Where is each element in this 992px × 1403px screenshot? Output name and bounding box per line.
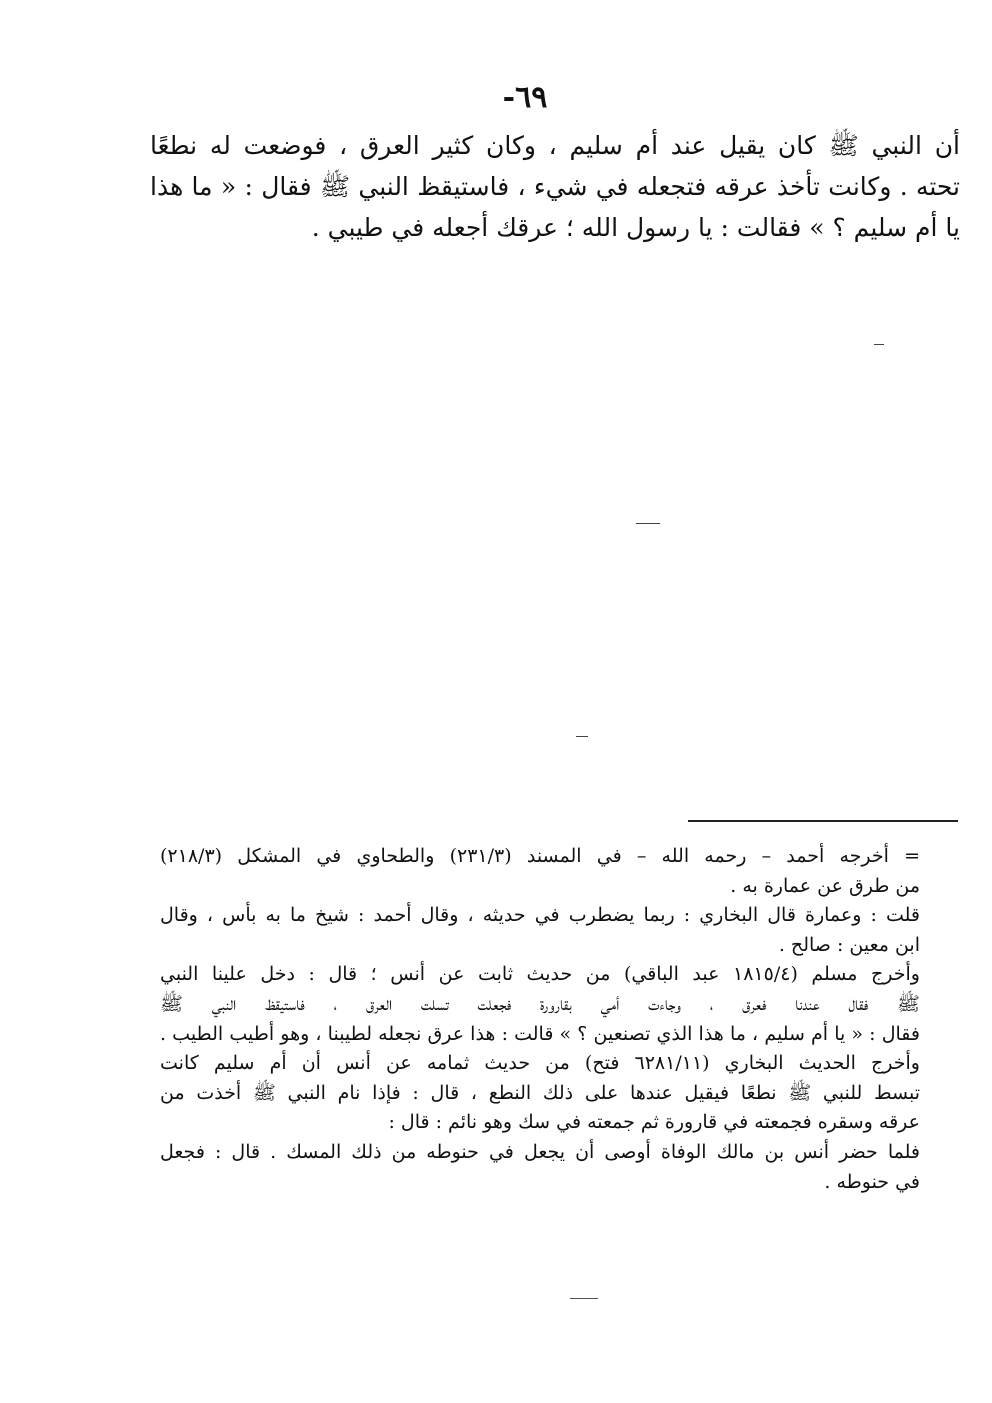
- footnote-line: فلما حضر أنس بن مالك الوفاة أوصى أن يجعل في حنوطه من ذلك المسك . قال : فجعل: [160, 1140, 920, 1163]
- footnote-line: من طرق عن عمارة به .: [730, 874, 920, 897]
- footnote-line: عرقه وسقره فجمعته في قارورة ثم جمعته في سك وهو نائم : قال :: [388, 1111, 920, 1134]
- scan-mark: [576, 736, 588, 737]
- footnote-line: وأخرج الحديث البخاري (٦٢٨١/١١ فتح) من حديث ثمامه عن أنس أن أم سليم كانت: [160, 1052, 920, 1075]
- footnotes: [160, 842, 920, 1197]
- footnote-line: ابن معين : صالح .: [778, 933, 920, 956]
- footnote-line: تبسط للنبي ﷺ نطعًا فيقيل عندها على ذلك النطع ، قال : فإذا نام النبي ﷺ أخذت من: [160, 1081, 920, 1104]
- footnote-line: = أخرجه أحمد – رحمه الله – في المسند (٢٣١/٣) والطحاوي في المشكل (٢١٨/٣): [160, 845, 920, 867]
- footnote-separator: [688, 820, 958, 822]
- footnote-line: في حنوطه .: [824, 1170, 920, 1193]
- page-number: -٦٩: [502, 80, 548, 115]
- main-text-line: أن النبي ﷺ كان يقيل عند أم سليم ، وكان كثير العرق ، فوضعت له نطعًا: [150, 131, 960, 160]
- scan-mark: [570, 1298, 598, 1299]
- main-text-line: يا أم سليم ؟ » فقالت : يا رسول الله ؛ عرقك أجعله في طيبي .: [311, 213, 960, 242]
- main-text: [150, 125, 960, 248]
- footnote-line: فقال : « يا أم سليم ، ما هذا الذي تصنعين ؟ » قالت : هذا عرق نجعله لطيبنا ، وهو أطيب الطيب .: [160, 1022, 920, 1045]
- scan-mark: [636, 523, 660, 524]
- footnote-line: وأخرج مسلم (١٨١٥/٤ عبد الباقي) من حديث ثابت عن أنس ؛ قال : دخل علينا النبي: [160, 963, 920, 986]
- footnote-line: قلت : وعمارة قال البخاري : ربما يضطرب في حديثه ، وقال أحمد : شيخ ما به بأس ، وقال: [160, 904, 920, 927]
- scan-mark: [874, 344, 884, 345]
- main-text-line: تحته . وكانت تأخذ عرقه فتجعله في شيء ، فاستيقظ النبي ﷺ فقال : « ما هذا: [150, 172, 960, 201]
- footnote-line: ﷺ فقال عندنا فعرق ، وجاءت أمي بقارورة فجعلت تسلت العرق ، فاستيقظ النبي ﷺ: [160, 992, 920, 1015]
